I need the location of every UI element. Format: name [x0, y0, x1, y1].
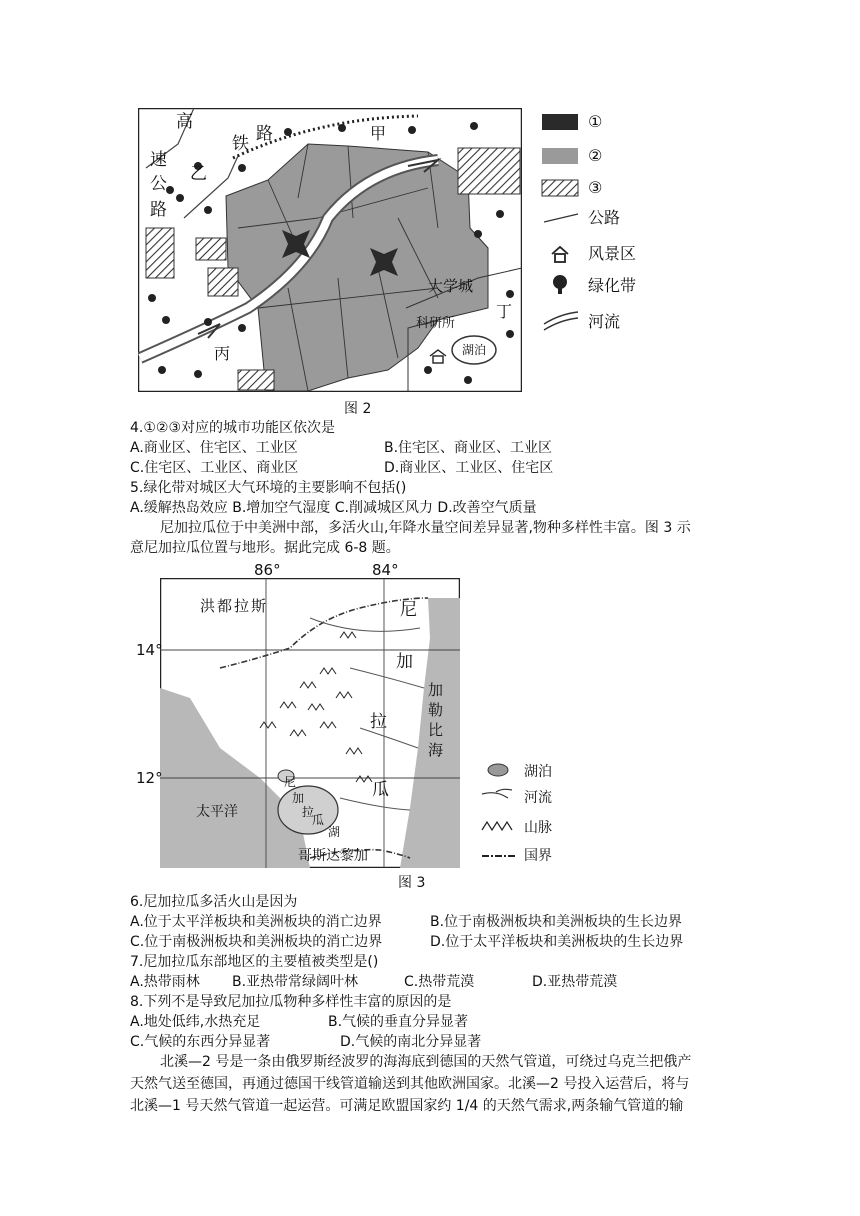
intro-nordstream-line-2: 天然气送至德国，再通过德国干线管道输送到其他欧洲国家。北溪—2 号投入运营后，将与	[130, 1076, 690, 1092]
q8-option-b: B.气候的垂直分异显著	[328, 1014, 469, 1030]
q8-option-c: C.气候的东西分异显著	[130, 1034, 271, 1050]
legend3-label-river: 河流	[524, 790, 552, 806]
legend-label-river: 河流	[588, 312, 621, 331]
legend-label-1: ①	[588, 112, 603, 131]
q6-option-a: A.位于太平洋板块和美洲板块的消亡边界	[130, 914, 382, 930]
map-label-research: 科研所	[416, 316, 456, 331]
q7-option-a: A.热带雨林	[130, 974, 200, 990]
country-char-1: 尼	[400, 600, 417, 620]
lake-char-4: 瓜	[312, 813, 325, 827]
intro-nordstream-line-1: 北溪—2 号是一条由俄罗斯经波罗的海海底到德国的天然气管道，可绕过乌克兰把俄产	[160, 1054, 692, 1070]
lat-label-12: 12°	[136, 769, 163, 787]
figure3-legend-icons	[478, 760, 520, 864]
legend-hatch-fill-icon	[542, 180, 578, 196]
lon-label-84: 84°	[372, 561, 399, 579]
legend-label-scenic: 风景区	[588, 244, 637, 263]
intro-6-8-line-2: 意尼加拉瓜位置与地形。据此完成 6-8 题。	[130, 540, 400, 556]
legend-river-icon	[544, 312, 578, 330]
caribbean-char-4: 海	[428, 741, 444, 759]
q6-option-b: B.位于南极洲板块和美洲板块的生长边界	[430, 914, 683, 930]
map-label-lake: 湖泊	[462, 343, 487, 357]
map-label-bing: 丙	[214, 344, 231, 363]
map-label-highway-3: 公	[150, 174, 167, 194]
lake-char-2: 加	[292, 791, 305, 805]
q7-stem: 7.尼加拉瓜东部地区的主要植被类型是()	[130, 954, 379, 970]
lake-char-5: 湖	[328, 825, 341, 839]
country-char-4: 瓜	[372, 780, 389, 800]
q7-option-c: C.热带荒漠	[404, 974, 475, 990]
q4-option-b: B.住宅区、商业区、工业区	[384, 440, 553, 456]
legend-label-2: ②	[588, 146, 603, 165]
legend-line-icon	[544, 214, 578, 222]
lon-label-86: 86°	[254, 561, 281, 579]
caribbean-char-3: 比	[428, 721, 444, 739]
q8-option-d: D.气候的南北分异显著	[340, 1034, 482, 1050]
legend3-label-mountain: 山脉	[524, 820, 552, 836]
figure3-map	[160, 578, 460, 868]
caribbean-char-1: 加	[428, 681, 444, 699]
figure3-caption: 图 3	[398, 875, 426, 891]
caribbean-char-2: 勒	[428, 701, 444, 719]
q7-option-d: D.亚热带荒漠	[532, 974, 618, 990]
q4-option-a: A.商业区、住宅区、工业区	[130, 440, 298, 456]
map-label-university: 大学城	[428, 277, 474, 295]
legend-label-3: ③	[588, 178, 603, 197]
map-label-ding: 丁	[496, 302, 513, 321]
country-char-2: 加	[396, 652, 413, 672]
q4-option-d: D.商业区、工业区、住宅区	[384, 460, 554, 476]
map-label-yi: 乙	[190, 164, 207, 184]
lake-char-1: 尼	[284, 775, 297, 789]
q8-option-a: A.地处低纬,水热充足	[130, 1014, 261, 1030]
map-label-jia: 甲	[370, 124, 387, 143]
legend-label-greenbelt: 绿化带	[588, 276, 637, 295]
map-label-highway-1: 高	[176, 112, 193, 132]
intro-nordstream-line-3: 北溪—1 号天然气管道一起运营。可满足欧盟国家约 1/4 的天然气需求,两条输气管道的输	[130, 1098, 684, 1114]
lake-char-3: 拉	[302, 805, 315, 819]
q8-stem: 8.下列不是导致尼加拉瓜物种多样性丰富的原因的是	[130, 994, 452, 1010]
q5-options: A.缓解热岛效应 B.增加空气湿度 C.削减城区风力 D.改善空气质量	[130, 500, 537, 516]
honduras-label: 洪都拉斯	[200, 597, 269, 615]
legend-label-road: 公路	[588, 208, 621, 227]
q5-stem: 5.绿化带对城区大气环境的主要影响不包括()	[130, 480, 407, 496]
legend-dark-fill-icon	[542, 114, 578, 130]
legend3-label-lake: 湖泊	[524, 764, 552, 780]
q4-option-c: C.住宅区、工业区、商业区	[130, 460, 299, 476]
figure2-caption: 图 2	[344, 401, 372, 417]
country-char-3: 拉	[370, 712, 387, 732]
legend-tree-icon	[553, 275, 567, 294]
legend-gray-fill-icon	[542, 148, 578, 164]
intro-6-8-line-1: 尼加拉瓜位于中美洲中部，多活火山,年降水量空间差异显著,物种多样性丰富。图 3 示	[160, 520, 691, 536]
legend-lake-icon	[488, 764, 508, 776]
map-label-highway-4: 路	[150, 200, 167, 220]
legend3-label-border: 国界	[524, 848, 552, 864]
map-label-railway-2: 路	[256, 124, 273, 144]
map-label-highway-2: 速	[150, 150, 167, 170]
lat-label-14: 14°	[136, 641, 163, 659]
legend-scenic-icon	[552, 247, 568, 262]
q7-option-b: B.亚热带常绿阔叶林	[232, 974, 359, 990]
q6-stem: 6.尼加拉瓜多活火山是因为	[130, 894, 298, 910]
costa-rica-label: 哥斯达黎加	[298, 848, 368, 864]
q4-stem: 4.①②③对应的城市功能区依次是	[130, 420, 336, 436]
q6-option-d: D.位于太平洋板块和美洲板块的生长边界	[430, 934, 684, 950]
pacific-label: 太平洋	[196, 804, 238, 820]
map-label-railway-1: 铁	[232, 134, 249, 154]
figure2-legend-icons	[540, 110, 584, 340]
legend-river-icon-2	[482, 789, 512, 798]
q6-option-c: C.位于南极洲板块和美洲板块的消亡边界	[130, 934, 383, 950]
legend-mountain-icon	[482, 822, 512, 830]
